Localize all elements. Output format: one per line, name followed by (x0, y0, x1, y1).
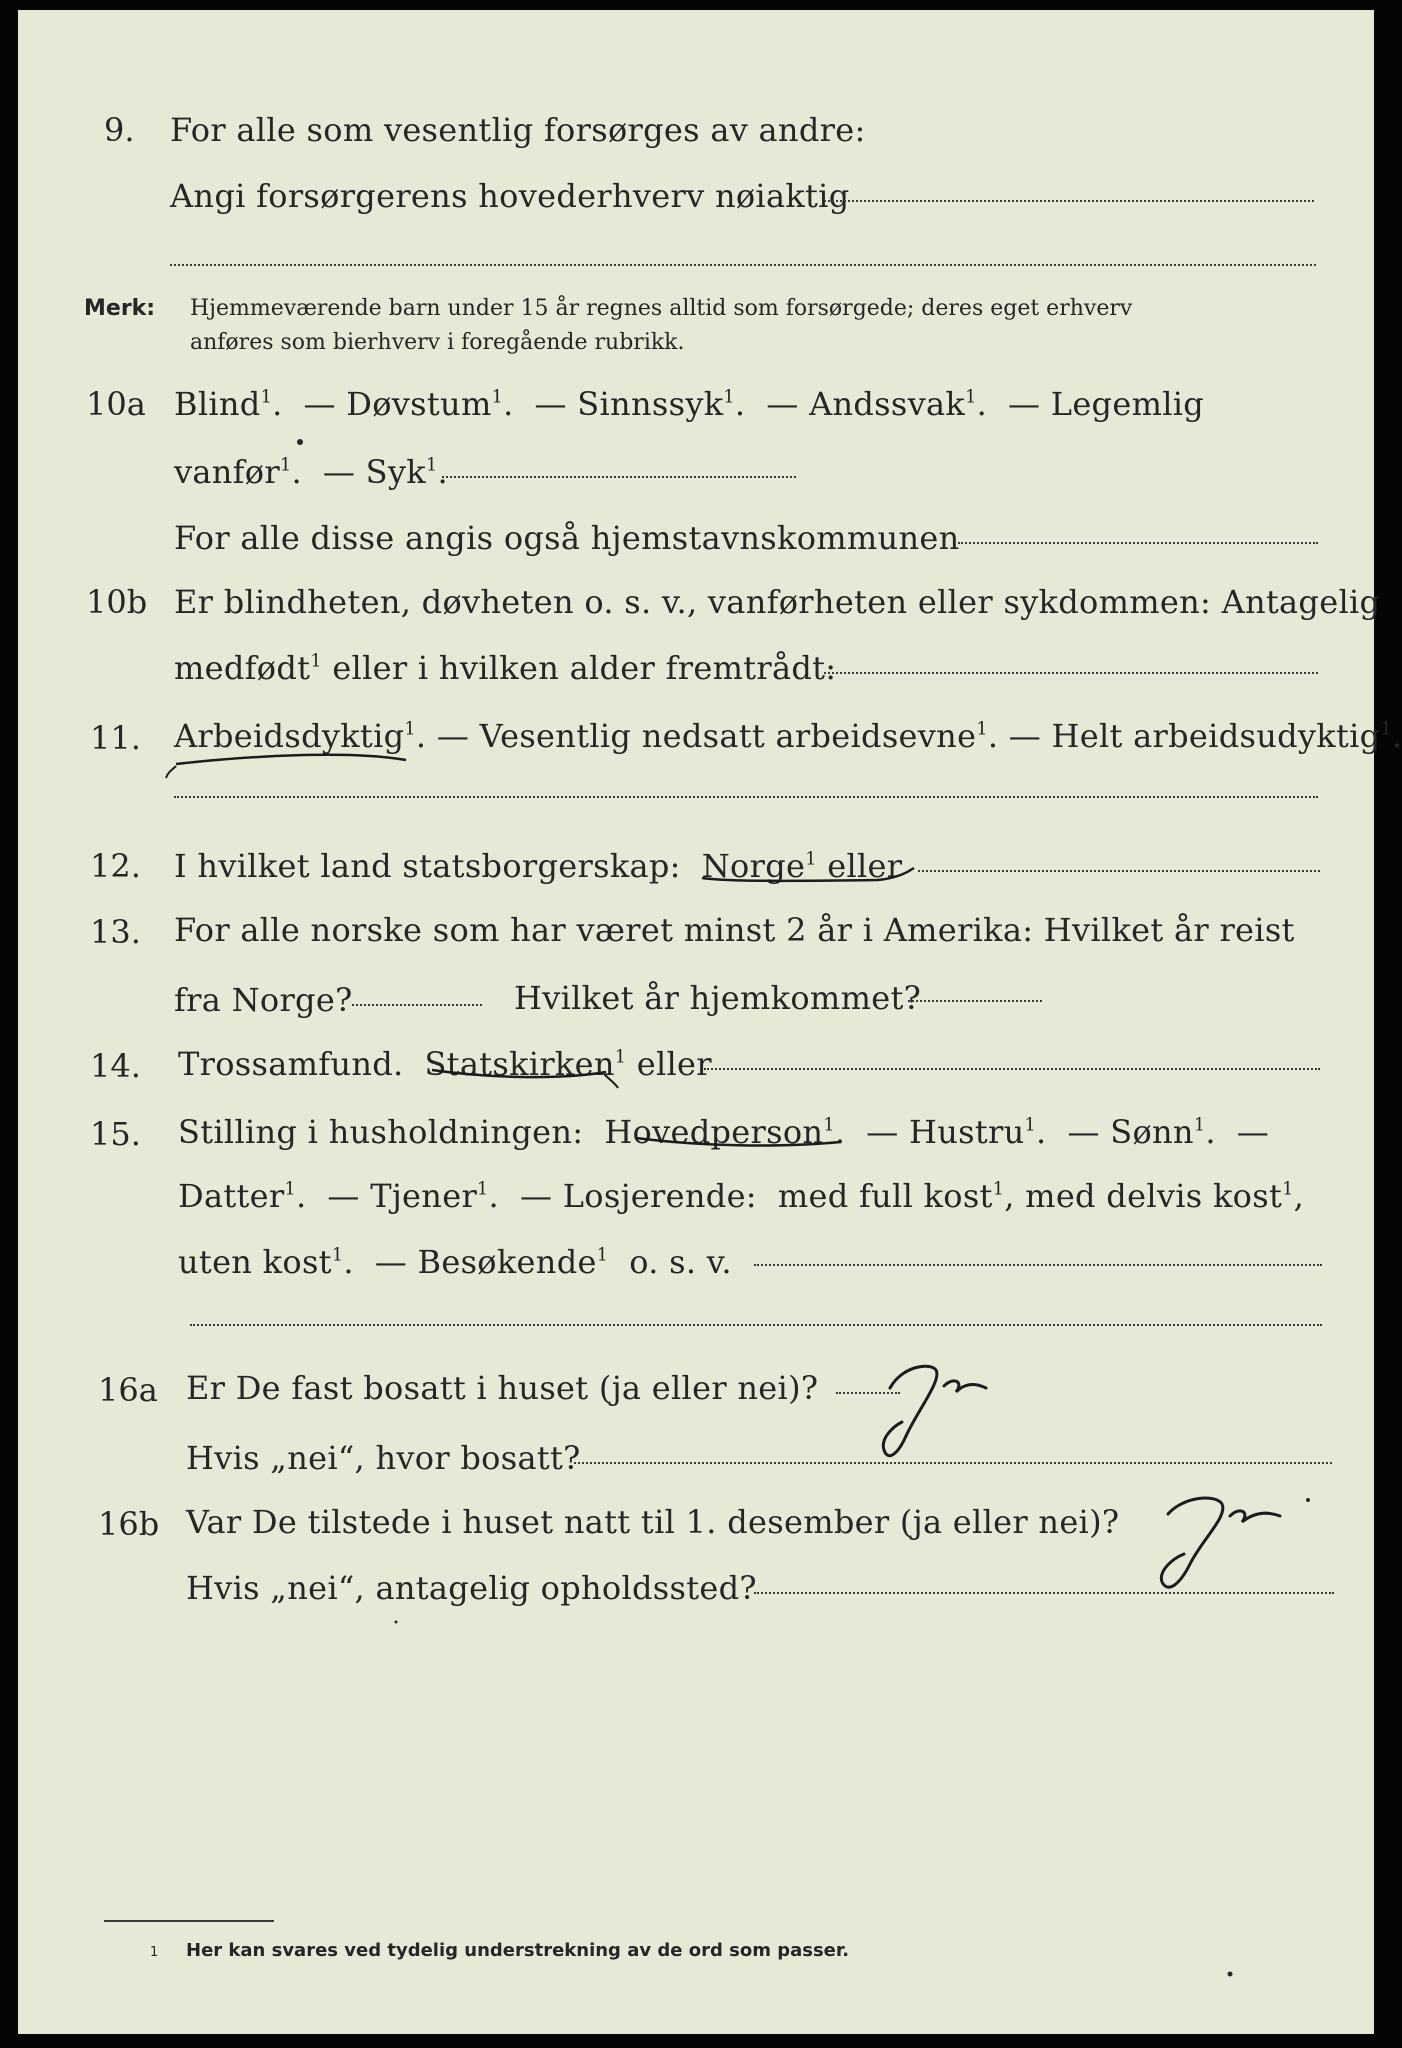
q10a-number: 10a (86, 385, 146, 423)
footnote-rule (104, 1920, 274, 1922)
q10b-alder: eller i hvilken alder fremtrådt: (332, 649, 837, 687)
option-sinnssyk[interactable]: — Sinnssyk (534, 385, 724, 423)
footnote-ref: 1 (596, 1245, 609, 1266)
ja-stroke-j (883, 1366, 937, 1456)
ink-dot (1228, 1972, 1233, 1977)
q16a-bosatt-line[interactable] (574, 1462, 1332, 1464)
option-andssvak[interactable]: — Andssvak (766, 385, 966, 423)
q9-answer-line-2[interactable] (170, 264, 1316, 266)
q15-number: 15. (90, 1115, 141, 1153)
footnote-text: Her kan svares ved tydelig understrekning av de ord som passer. (186, 1940, 850, 1961)
q16a-line2: Hvis „nei“, hvor bosatt? (186, 1439, 581, 1477)
census-form-page (18, 10, 1402, 2034)
q14-answer-line[interactable] (704, 1068, 1320, 1070)
q16a-answer-line[interactable] (836, 1392, 900, 1394)
footnote-ref: 1 (1282, 1179, 1294, 1200)
footnote-ref: 1 (477, 1179, 489, 1200)
q14-line (178, 1045, 712, 1083)
q14-number: 14. (90, 1047, 141, 1085)
q10a-syk-line[interactable] (442, 476, 796, 478)
q12-number: 12. (90, 847, 141, 885)
q9-answer-line[interactable] (824, 200, 1314, 202)
footnote-ref: 1 (284, 1179, 296, 1200)
option-tjener[interactable]: — Tjener (327, 1177, 478, 1215)
hjemstavnskommune-line[interactable] (958, 542, 1318, 544)
option-arbeidsdyktig[interactable]: Arbeidsdyktig (174, 717, 405, 755)
option-full-kost[interactable]: med full kost (777, 1177, 993, 1215)
option-hovedperson[interactable]: Hovedperson (604, 1113, 824, 1151)
reist-year-line[interactable] (352, 1004, 482, 1006)
footnote-ref: 1 (425, 455, 438, 476)
q10a-line3: For alle disse angis også hjemstavnskommunen (174, 519, 960, 557)
q13-line1: For alle norske som har været minst 2 år i Amerika: Hvilket år reist (174, 911, 1295, 949)
option-statskirken[interactable]: Statskirken (424, 1045, 615, 1083)
merk-label: Merk: (84, 296, 156, 321)
option-delvis-kost[interactable]: med delvis kost (1025, 1177, 1283, 1215)
q15-line3: uten kost$^1$. — Besøkende$^1$ o. s. v. (178, 1243, 732, 1281)
option-vanfor[interactable]: vanfør (174, 453, 280, 491)
q16a-number: 16a (98, 1371, 158, 1409)
option-norge[interactable]: Norge (701, 847, 806, 885)
footnote-ref: 1 (310, 651, 322, 672)
q15-answer-line-2[interactable] (190, 1324, 1322, 1326)
footnote-ref: 1 (491, 387, 504, 408)
footnote-ref: 1 (404, 719, 416, 740)
q10b-number: 10b (86, 583, 148, 621)
underline-arbeidsdyktig (176, 755, 406, 764)
option-losjerende[interactable]: — Losjerende: (519, 1177, 757, 1215)
q15-stilling: Stilling i husholdningen: (178, 1113, 584, 1151)
option-dovstum[interactable]: — Døvstum (303, 385, 492, 423)
dash: — (1236, 1113, 1270, 1151)
q16a-line1: Er De fast bosatt i huset (ja eller nei)? (186, 1369, 819, 1407)
q9-line2: Angi forsørgerens hovederhverv nøiaktig (170, 177, 850, 215)
ink-dot (297, 439, 303, 445)
q15-answer-line[interactable] (754, 1264, 1322, 1266)
hjemkommet-year-line[interactable] (908, 1000, 1042, 1002)
option-vesentlig-nedsatt[interactable]: — Vesentlig nedsatt arbeidsevne (436, 717, 977, 755)
q13-hjemkommet: Hvilket år hjemkommet? (514, 979, 922, 1017)
q14-text: Trossamfund. (178, 1045, 404, 1083)
option-eller: eller (827, 847, 903, 885)
option-datter[interactable]: Datter (178, 1177, 285, 1215)
q9-number: 9. (104, 111, 135, 149)
q11-number: 11. (90, 719, 141, 757)
q12-answer-line[interactable] (918, 870, 1320, 872)
option-syk[interactable]: — Syk (322, 453, 426, 491)
footnote-ref: 1 (823, 1115, 835, 1136)
q16b-line2: Hvis „nei“, antagelig opholdssted? (186, 1569, 757, 1607)
q10b-answer-line[interactable] (824, 672, 1318, 674)
q10a-line2: vanfør$^1$. — Syk$^1$. (174, 453, 448, 491)
q10b-line1: Er blindheten, døvheten o. s. v., vanførheten eller sykdommen: Antagelig (174, 583, 1381, 621)
q11-answer-line[interactable] (174, 796, 1318, 798)
footnote-ref: 1 (1380, 719, 1392, 740)
footnote-ref: 1 (260, 387, 273, 408)
q16b-line1: Var De tilstede i huset natt til 1. desember (ja eller nei)? (186, 1503, 1120, 1541)
q10a-line1: Blind$^1$. — Døvstum$^1$. — Sinnssyk$^1$. — Andssvak$^1$. — Legemlig (174, 385, 1205, 423)
option-medfodt[interactable]: medfødt (174, 649, 311, 687)
footnote-ref: 1 (976, 719, 988, 740)
q10b-line2 (174, 649, 837, 687)
option-uten-kost[interactable]: uten kost (178, 1243, 332, 1281)
footnote-marker: 1 (150, 1945, 159, 1960)
footnote-ref: 1 (723, 387, 735, 408)
q15-line1: Stilling i husholdningen: Hovedperson$^1$. — Hustru$^1$. — Sønn$^1$. — (178, 1113, 1270, 1151)
underline-arbeidsdyktig-tail (166, 766, 176, 778)
footnote-ref: 1 (1024, 1115, 1037, 1136)
footnote-ref: 1 (992, 1179, 1005, 1200)
footnote-ref: 1 (279, 455, 292, 476)
q11-line: Arbeidsdyktig$^1$. — Vesentlig nedsatt arbeidsevne$^1$. — Helt arbeidsudyktig$^1$. (174, 717, 1402, 755)
q16b-opholdssted-line[interactable] (754, 1592, 1334, 1594)
footnote-ref: 1 (965, 387, 977, 408)
ja-stroke-a (1230, 1511, 1280, 1522)
q12-text: I hvilket land statsborgerskap: (174, 847, 681, 885)
merk-line2: anføres som bierhverv i foregående rubrikk. (190, 330, 685, 355)
handwritten-ja-16b (1161, 1498, 1280, 1587)
footnote-ref: 1 (805, 849, 817, 870)
footnote-ref: 1 (331, 1245, 344, 1266)
option-helt-arbeidsudyktig[interactable]: — Helt arbeidsudyktig (1008, 717, 1381, 755)
ink-dot (395, 1621, 398, 1624)
q15-osv: o. s. v. (629, 1243, 732, 1281)
merk-line1: Hjemmeværende barn under 15 år regnes alltid som forsørgede; deres eget erhverv (190, 296, 1133, 321)
ja-stroke-j (1161, 1498, 1223, 1587)
footnote-ref: 1 (1193, 1115, 1206, 1136)
option-sonn[interactable]: — Sønn (1067, 1113, 1194, 1151)
q14-eller: eller (636, 1045, 712, 1083)
q16b-number: 16b (98, 1505, 160, 1543)
q9-line1: For alle som vesentlig forsørges av andre: (170, 111, 866, 149)
handwritten-ja-16a (883, 1366, 986, 1456)
option-blind[interactable]: Blind (174, 385, 261, 423)
q13-number: 13. (90, 913, 141, 951)
option-hustru[interactable]: — Hustru (866, 1113, 1025, 1151)
q15-line2: Datter$^1$. — Tjener$^1$. — Losjerende: med full kost$^1$, med delvis kost$^1$, (178, 1177, 1305, 1215)
ja-stroke-a (944, 1381, 986, 1392)
q13-fra-norge: fra Norge? (174, 981, 353, 1019)
option-legemlig[interactable]: — Legemlig (1008, 385, 1205, 423)
ink-dot (1306, 1498, 1310, 1502)
footnote-ref: 1 (614, 1047, 627, 1068)
option-besokende[interactable]: — Besøkende (374, 1243, 597, 1281)
q12-line (174, 847, 903, 885)
